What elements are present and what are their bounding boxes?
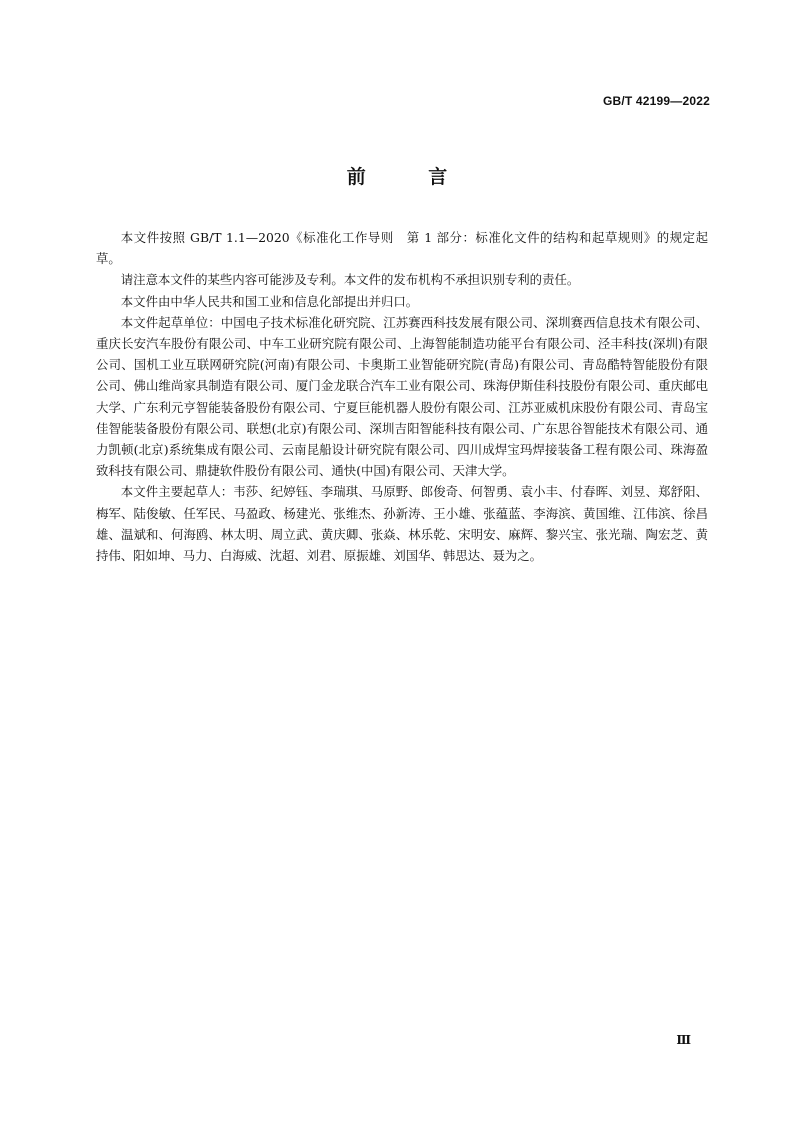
standard-number: GB/T 42199—2022 <box>602 94 710 108</box>
paragraph-proposer: 本文件由中华人民共和国工业和信息化部提出并归口。 <box>120 293 419 309</box>
paragraph-drafting-rules: 本文件按照 GB/T 1.1—2020《标准化工作导则 第 1 部分：标准化文件的结构和起草规则》的规定起草。 <box>96 230 708 267</box>
paragraph-drafters: 本文件主要起草人：韦莎、纪婷钰、李瑞琪、马原野、郎俊奇、何智勇、袁小丰、付春晖、刘昱、郑舒阳、梅军、陆俊敏、任军民、马盈政、杨建光、张维杰、孙新涛、王小雄、张蕴蓝、李海滨、黄国维、江伟滨、徐昌雄、温斌和、何海鸥、林太明、周立武、黄庆卿、张焱、林乐乾、宋明安、麻辉、黎兴宝、张光瑞、陶宏芝、黄持伟、阳如坤、马力、白海威、沈超、刘君、原振雄、刘国华、韩思达、聂为之。 <box>96 484 708 564</box>
paragraph-patent-notice: 请注意本文件的某些内容可能涉及专利。本文件的发布机构不承担识别专利的责任。 <box>120 272 580 288</box>
page-title: 前 言 <box>346 166 476 188</box>
paragraph-drafting-organizations: 本文件起草单位：中国电子技术标准化研究院、江苏赛西科技发展有限公司、深圳赛西信息技术有限公司、重庆长安汽车股份有限公司、中车工业研究院有限公司、上海智能制造功能平台有限公司、泾丰科技(深圳)有限公司、国机工业互联网研究院(河南)有限公司、卡奥斯工业智能研究院(青岛)有限公司、青岛酷特智能股份有限公司、佛山维尚家具制造有限公司、厦门金龙联合汽车工业有限公司、珠海伊斯佳科技股份有限公司、重庆邮电大学、广东利元亨智能装备股份有限公司、宁夏巨能机器人股份有限公司、江苏亚威机床股份有限公司、青岛宝佳智能装备股份有限公司、联想(北京)有限公司、深圳吉阳智能科技有限公司、广东思谷智能技术有限公司、通力凯顿(北京)系统集成有限公司、云南昆船设计研究院有限公司、四川成焊宝玛焊接装备工程有限公司、珠海盈致科技有限公司、鼎捷软件股份有限公司、通快(中国)有限公司、天津大学。 <box>96 314 708 479</box>
page-number: Ⅲ <box>676 1033 691 1047</box>
foreword-body <box>96 227 708 566</box>
